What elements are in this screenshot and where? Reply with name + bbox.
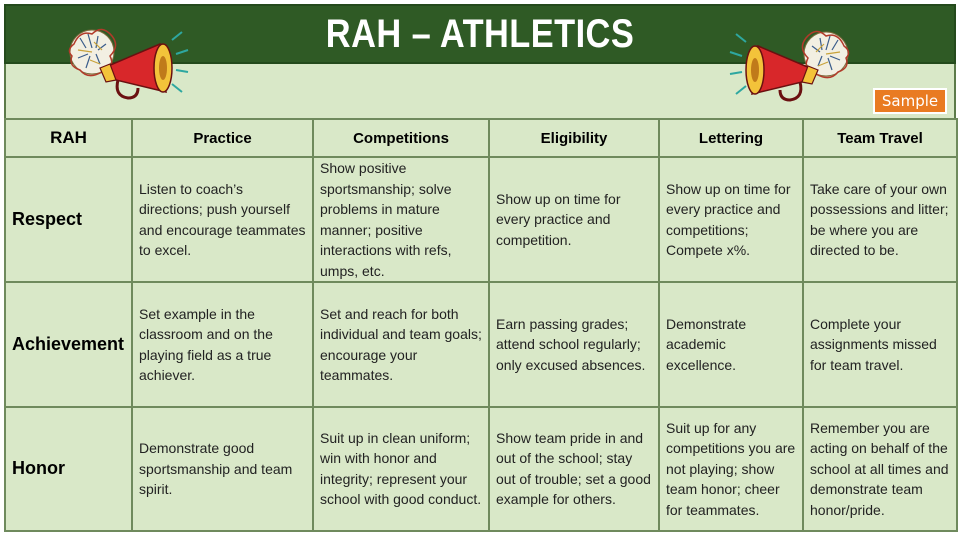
table-cell: Listen to coach’s directions; push yourself and encourage teammates to excel. <box>132 157 313 282</box>
table-cell: Show up on time for every practice and competitions; Compete x%. <box>659 157 803 282</box>
table-cell: Demonstrate good sportsmanship and team spirit. <box>132 407 313 531</box>
row-label-honor: Honor <box>5 407 132 531</box>
row-label-achievement: Achievement <box>5 282 132 406</box>
column-header-practice: Practice <box>132 119 313 157</box>
page-title: RAH – ATHLETICS <box>325 12 635 56</box>
table-cell: Show positive sportsmanship; solve problems in mature manner; positive interactions with refs, umps, etc. <box>313 157 489 282</box>
table-cell: Show team pride in and out of the school; stay out of trouble; set a good example for others. <box>489 407 659 531</box>
megaphone-icon <box>728 16 858 106</box>
table-row <box>5 282 957 406</box>
table-header-row <box>5 119 957 157</box>
row-label-respect: Respect <box>5 157 132 282</box>
megaphone-icon <box>60 14 190 104</box>
column-header-eligibility: Eligibility <box>489 119 659 157</box>
table-cell: Remember you are acting on behalf of the school at all times and demonstrate team honor/pride. <box>803 407 957 531</box>
table-cell: Complete your assignments missed for team travel. <box>803 282 957 406</box>
table-cell: Earn passing grades; attend school regularly; only excused absences. <box>489 282 659 406</box>
table-row <box>5 407 957 531</box>
column-header-team-travel: Team Travel <box>803 119 957 157</box>
column-header-rah: RAH <box>5 119 132 157</box>
column-header-lettering: Lettering <box>659 119 803 157</box>
table-row <box>5 157 957 282</box>
table-cell: Show up on time for every practice and competition. <box>489 157 659 282</box>
table-cell: Set and reach for both individual and team goals; encourage your teammates. <box>313 282 489 406</box>
sample-badge: Sample <box>873 88 947 114</box>
table-cell: Suit up for any competitions you are not playing; show team honor; cheer for teammates. <box>659 407 803 531</box>
rah-table <box>4 118 958 532</box>
column-header-competitions: Competitions <box>313 119 489 157</box>
table-cell: Set example in the classroom and on the playing field as a true achiever. <box>132 282 313 406</box>
table-cell: Suit up in clean uniform; win with honor and integrity; represent your school with good conduct. <box>313 407 489 531</box>
table-cell: Take care of your own possessions and litter; be where you are directed to be. <box>803 157 957 282</box>
table-cell: Demonstrate academic excellence. <box>659 282 803 406</box>
